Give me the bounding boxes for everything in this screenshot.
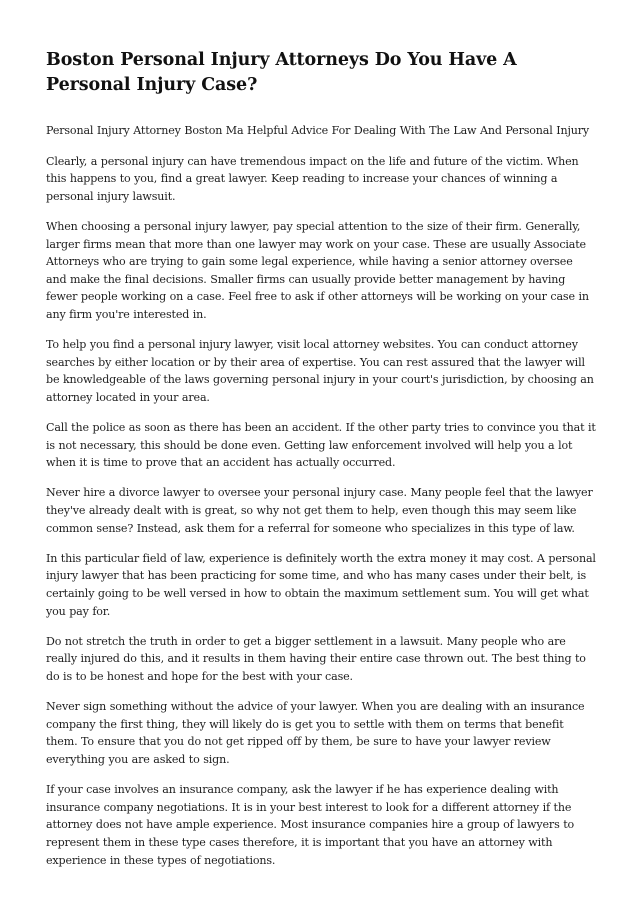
paragraph-3: To help you find a personal injury lawyer, visit local attorney websites. You can conduct attorney searches by either location or by their area of expertise. You can rest assured that the lawyer will be knowledgeable of the laws governing personal injury in your court's jurisdiction, by choosing an attorney located in your area. — [46, 338, 594, 404]
paragraph-2: When choosing a personal injury lawyer, pay special attention to the size of their firm. Generally, larger firms mean that more than one lawyer may work on your case. These are usually Associate Attorneys who are trying to gain some legal experience, while having a senior attorney oversee and make the final decisions. Smaller firms can usually provide better management by having fewer people working on a case. Feel free to ask if other attorneys will be working on your case in any firm you're interested in. — [46, 219, 589, 321]
document-title: Boston Personal Injury Attorneys Do You Have A Personal Injury Case? — [46, 50, 517, 95]
paragraph-7: Do not stretch the truth in order to get a bigger settlement in a lawsuit. Many people who are really injured do this, and it results in them having their entire case thrown out. The best thing to do is to be honest and hope for the best with your case. — [46, 634, 586, 683]
paragraph-1: Clearly, a personal injury can have tremendous impact on the life and future of the victim. When this happens to you, find a great lawyer. Keep reading to increase your chances of winning a personal injury lawsuit. — [46, 154, 579, 203]
paragraph-6: In this particular field of law, experience is definitely worth the extra money it may cost. A personal injury lawyer that has been practicing for some time, and who has many cases under their belt, is certainly going to be well versed in how to obtain the maximum settlement sum. You will get what you pay for. — [46, 551, 596, 618]
paragraph-8: Never sign something without the advice of your lawyer. When you are dealing with an insurance company the first thing, they will likely do is get you to settle with them on terms that benefit them. To ensure that you do not get ripped off by them, be sure to have your lawyer review everything you are asked to sign. — [46, 700, 585, 766]
document-subtitle: Personal Injury Attorney Boston Ma Helpful Advice For Dealing With The Law And Personal Injury — [46, 124, 590, 137]
paragraph-5: Never hire a divorce lawyer to oversee your personal injury case. Many people feel that the lawyer they've already dealt with is great, so why not get them to help, even though this may seem like common sense? Instead, ask them for a referral for someone who specializes in this type of law. — [46, 486, 593, 535]
document-page — [46, 48, 596, 882]
paragraph-9: If your case involves an insurance company, ask the lawyer if he has experience dealing with insurance company negotiations. It is in your best interest to look for a different attorney if the attorney does not have ample experience. Most insurance companies hire a group of lawyers to represent them in these type cases therefore, it is important that you have an attorney with experience in these types of negotiations. — [46, 783, 575, 867]
paragraph-4: Call the police as soon as there has been an accident. If the other party tries to convince you that it is not necessary, this should be done even. Getting law enforcement involved will help you a lot when it is time to prove that an accident has actually occurred. — [46, 421, 596, 470]
